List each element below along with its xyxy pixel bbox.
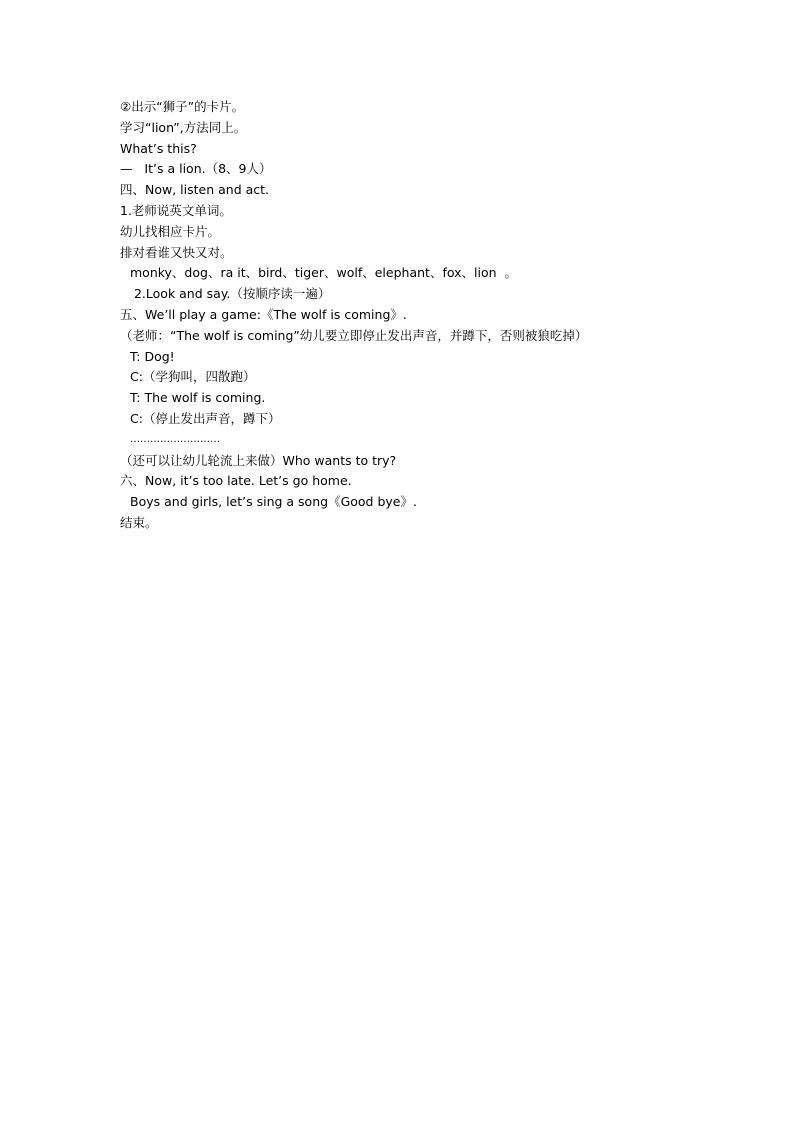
dialogue-line: C:（停止发出声音，蹲下） bbox=[130, 410, 281, 426]
vocabulary-list: monky、dog、ra it、bird、tiger、wolf、elephant、fox、lion 。 bbox=[130, 265, 517, 281]
dialogue-line: T: Dog! bbox=[130, 348, 175, 364]
text-line: 结束。 bbox=[120, 514, 158, 530]
text-line: What’s this? bbox=[120, 140, 197, 156]
text-line: （老师：“The wolf is coming”幼儿要立即停止发出声音，并蹲下，否则被狼吃掉） bbox=[120, 327, 588, 343]
text-line: 幼儿找相应卡片。 bbox=[120, 223, 221, 239]
text-line: — It’s a lion.（8、9人） bbox=[120, 161, 272, 177]
section-heading: 六、Now, it’s too late. Let’s go home. bbox=[120, 473, 352, 489]
section-heading: 五、We’ll play a game:《The wolf is coming》. bbox=[120, 306, 407, 322]
text-line: ②出示“狮子”的卡片。 bbox=[120, 99, 245, 114]
dialogue-line: T: The wolf is coming. bbox=[130, 390, 266, 406]
text-line: 1.老师说英文单词。 bbox=[120, 202, 232, 218]
text-line: 学习“lion”,方法同上。 bbox=[120, 119, 247, 135]
text-line: 排对看谁又快又对。 bbox=[120, 244, 233, 260]
text-line: 2.Look and say.（按顺序读一遍） bbox=[130, 286, 331, 302]
text-line: （还可以让幼儿轮流上来做）Who wants to try? bbox=[120, 452, 397, 468]
dialogue-line: C:（学狗叫，四散跑） bbox=[130, 369, 256, 385]
section-heading: 四、Now, listen and act. bbox=[120, 182, 270, 198]
text-line: Boys and girls, let’s sing a song《Good bye》. bbox=[130, 494, 417, 510]
ellipsis-line: ……………………… bbox=[130, 433, 220, 445]
document-body bbox=[120, 97, 740, 534]
